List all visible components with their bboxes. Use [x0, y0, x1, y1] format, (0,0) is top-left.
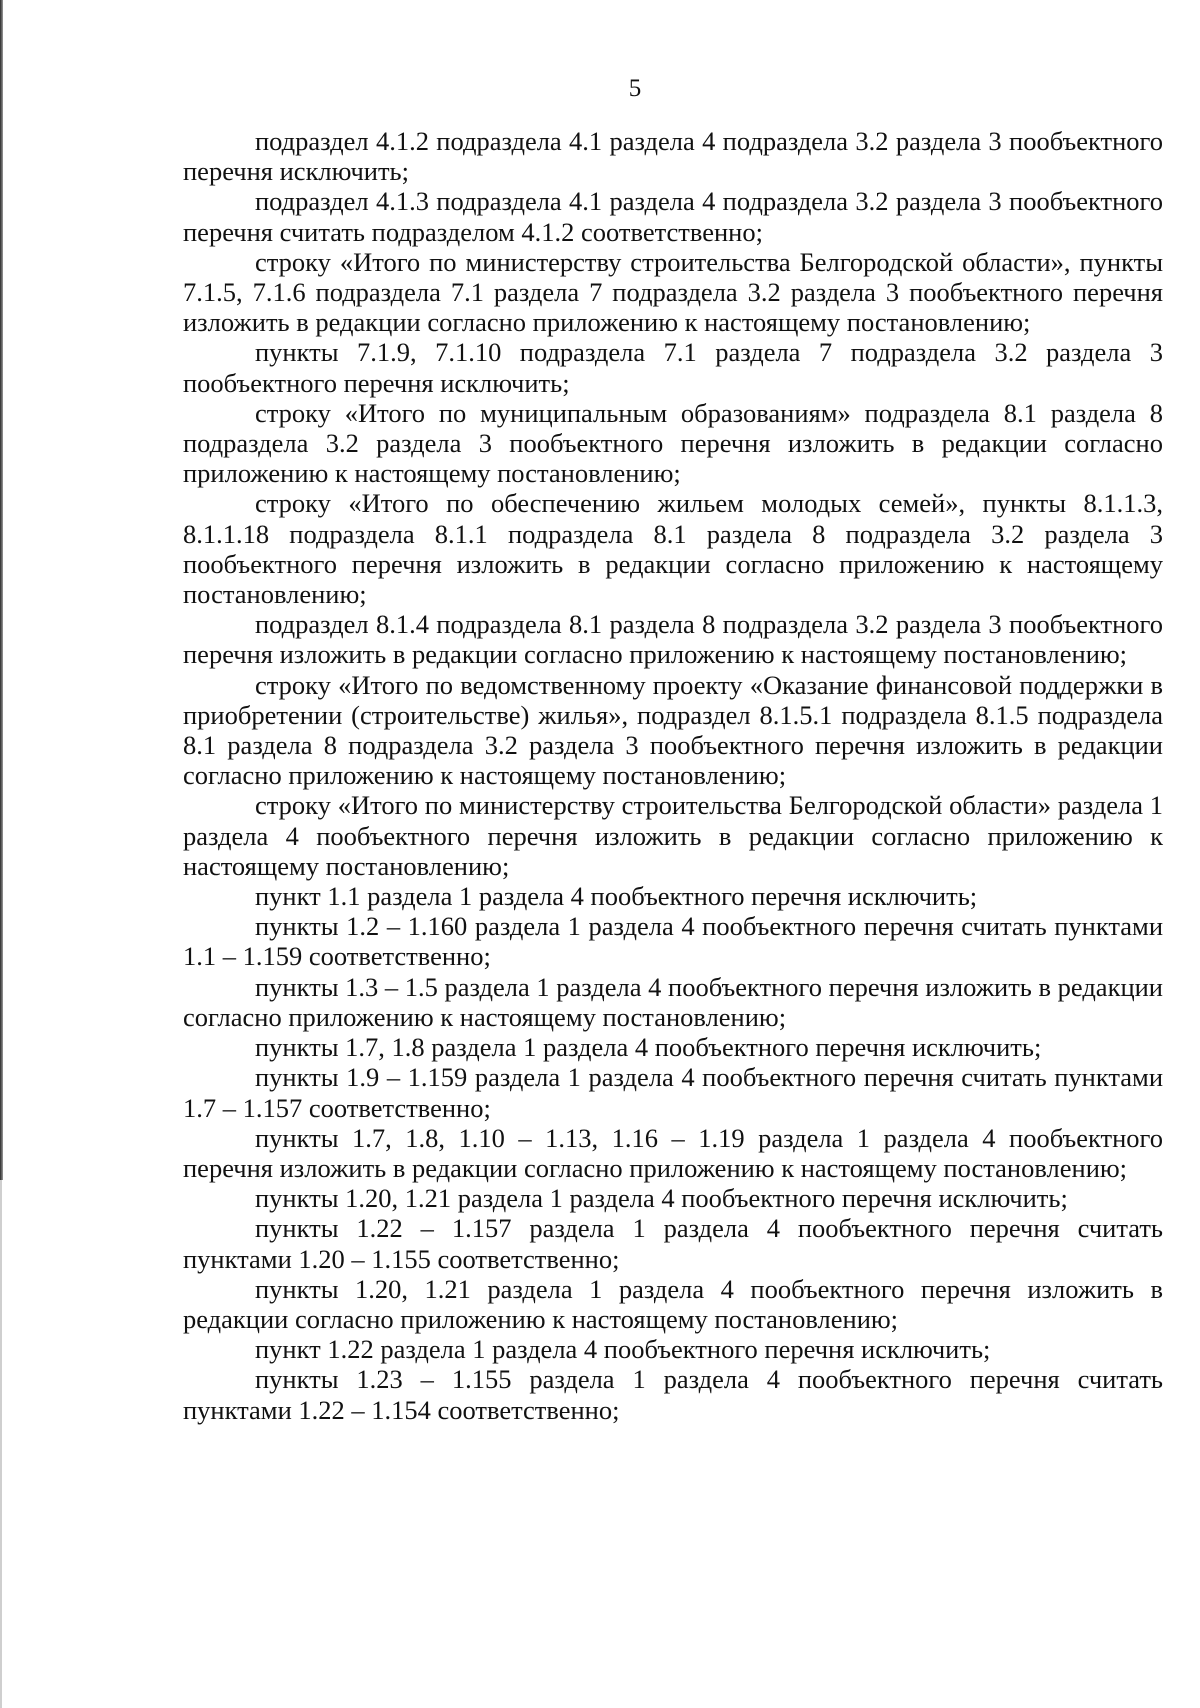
paragraph: подраздел 4.1.2 подраздела 4.1 раздела 4 подраздела 3.2 раздела 3 пообъектного перечня исключить; [183, 126, 1163, 187]
paragraph: пункт 1.22 раздела 1 раздела 4 пообъектного перечня исключить; [255, 1334, 991, 1365]
paragraph: подраздел 4.1.3 подраздела 4.1 раздела 4 подраздела 3.2 раздела 3 пообъектного перечня считать подразделом 4.1.2 соответственно; [183, 186, 1163, 247]
paragraph: пункты 1.7, 1.8 раздела 1 раздела 4 пообъектного перечня исключить; [255, 1032, 1042, 1063]
paragraph: подраздел 8.1.4 подраздела 8.1 раздела 8 подраздела 3.2 раздела 3 пообъектного перечня изложить в редакции согласно приложению к настоящему постановлению; [183, 609, 1163, 670]
paragraph: строку «Итого по министерству строительства Белгородской области» раздела 1 раздела 4 пообъектного перечня изложить в редакции согласно приложению к настоящему постановлению; [183, 790, 1163, 881]
scan-edge-shadow-lower [0, 1180, 2, 1708]
paragraph: строку «Итого по министерству строительства Белгородской области», пункты 7.1.5, 7.1.6 подраздела 7.1 раздела 7 подраздела 3.2 раздела 3 пообъектного перечня изложить в редакции согласно приложению к настоящему постановлению; [183, 246, 1163, 338]
paragraph: пункты 1.20, 1.21 раздела 1 раздела 4 пообъектного перечня исключить; [255, 1183, 1068, 1214]
paragraph: строку «Итого по муниципальным образованиям» подраздела 8.1 раздела 8 подраздела 3.2 раздела 3 пообъектного перечня изложить в редакции согласно приложению к настоящему постановлению; [183, 397, 1163, 489]
paragraph: пункт 1.1 раздела 1 раздела 4 пообъектного перечня исключить; [255, 881, 978, 912]
paragraph: пункты 1.3 – 1.5 раздела 1 раздела 4 пообъектного перечня изложить в редакции согласно приложению к настоящему постановлению; [183, 971, 1163, 1032]
page-number: 5 [628, 75, 642, 102]
paragraph: строку «Итого по обеспечению жильем молодых семей», пункты 8.1.1.3, 8.1.1.18 подраздела 8.1.1 подраздела 8.1 раздела 8 подраздела 3.2 раздела 3 пообъектного перечня изложить в редакции согласно приложению к настоящему постановлению; [183, 488, 1163, 610]
paragraph: пункты 1.22 – 1.157 раздела 1 раздела 4 пообъектного перечня считать пунктами 1.20 – 1.155 соответственно; [183, 1213, 1163, 1274]
paragraph: пункты 1.23 – 1.155 раздела 1 раздела 4 пообъектного перечня считать пунктами 1.22 – 1.154 соответственно; [183, 1364, 1163, 1425]
paragraph: пункты 1.7, 1.8, 1.10 – 1.13, 1.16 – 1.19 раздела 1 раздела 4 пообъектного перечня изложить в редакции согласно приложению к настоящему постановлению; [183, 1122, 1163, 1183]
document-body [183, 126, 1163, 1425]
paragraph: пункты 7.1.9, 7.1.10 подраздела 7.1 раздела 7 подраздела 3.2 раздела 3 пообъектного перечня исключить; [183, 337, 1163, 398]
paragraph: пункты 1.2 – 1.160 раздела 1 раздела 4 пообъектного перечня считать пунктами 1.1 – 1.159 соответственно; [183, 911, 1163, 972]
scan-edge-shadow [0, 0, 3, 1180]
paragraph: пункты 1.20, 1.21 раздела 1 раздела 4 пообъектного перечня изложить в редакции согласно приложению к настоящему постановлению; [183, 1273, 1163, 1334]
paragraph: строку «Итого по ведомственному проекту «Оказание финансовой поддержки в приобретении (строительстве) жилья», подраздел 8.1.5.1 подраздела 8.1.5 подраздела 8.1 раздела 8 подраздела 3.2 раздела 3 пообъектного перечня изложить в редакции согласно приложению к настоящему постановлению; [183, 669, 1163, 791]
paragraph: пункты 1.9 – 1.159 раздела 1 раздела 4 пообъектного перечня считать пунктами 1.7 – 1.157 соответственно; [183, 1062, 1163, 1123]
